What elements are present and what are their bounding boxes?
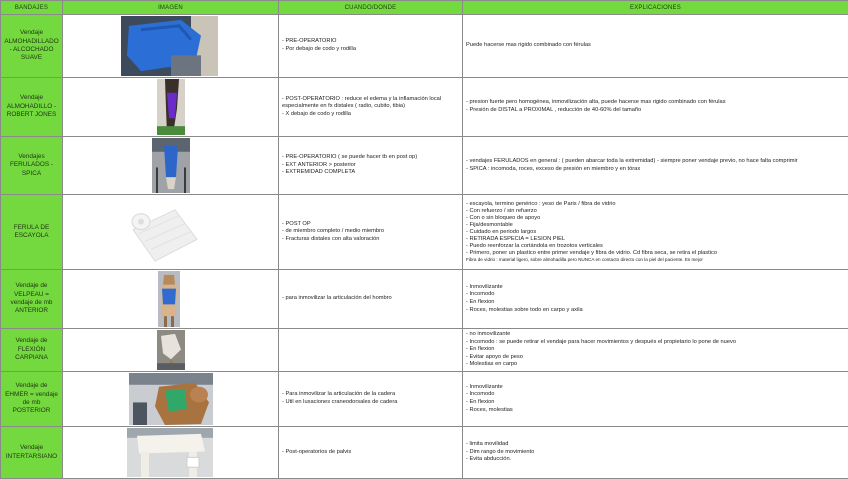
bandage-name: Vendaje ALMOHADILLO - ROBERT JONES [1,78,63,137]
explicaciones-cell: - Inmovilizante - Incomodo - En flexion - Roces, molestias sobre todo en carpo y axila [463,270,848,329]
image-cell [63,78,279,137]
bandage-photo [129,373,213,425]
explicaciones-cell: - no inmovilizante - Incomodo : se puede retirar el vendaje para hacer movimientos y después el propietario lo pone de nuevo - En flexion - Evitar apoyo de peso - Molestias en carpo [463,329,848,372]
image-cell [63,270,279,329]
bandage-photo [127,428,213,477]
bandage-photo [158,271,180,327]
header-explicaciones: EXPLICACIONES [463,1,848,15]
explicaciones-cell: - escayola, termino genérico : yeso de Paris / fibra de vidrio - Con refuerzo / sin refuerzo - Con o sin bloqueo de apoyo - Fija/desmontable - Cuidado en periodo largos - RETIRADA ESPECIA = LESION PIEL - Puedo reenforzar la cortándola en trozotos verticales - Primero, poner un plastico entre primer vendaje y fibra de vidrio. Cd fibra seca, se retira el plastico Fibra de vidrio : material ligero, sobre almohadilla pero NUNCA en contacto directo con la piel del paciente. Es mejor [463,195,848,270]
explicaciones-cell: Puede hacerse mas rigido combinado con férulas [463,15,848,78]
cuando-cell: - Post-operatorios de palvis [279,427,463,479]
bandage-photo [152,138,190,193]
explicaciones-cell: - Inmovilizante - Incomodo - En flexion - Roces, molestias [463,372,848,427]
table-row [1,329,848,372]
bandage-name: Vendajes FERULADOS - SPICA [1,137,63,195]
cuando-cell [279,329,463,372]
bandage-photo [157,79,185,135]
bandage-name: Vendaje INTERTARSIANO [1,427,63,479]
cuando-cell: - PRE-OPERATORIO ( se puede hacer tb en post op) - EXT ANTERIOR > posterior - EXTREMIDAD COMPLETA [279,137,463,195]
cuando-cell: - para inmovilizar la articulación del hombro [279,270,463,329]
table-row [1,427,848,479]
bandage-photo [127,196,203,268]
header-cuando: CUANDO/DONDE [279,1,463,15]
image-cell [63,329,279,372]
header-row [1,1,848,15]
table-row [1,78,848,137]
bandage-photo [157,330,185,370]
bandage-name: Vendaje de VELPEAU = vendaje de mb ANTERIOR [1,270,63,329]
bandage-name: Vendaje de EHMER = vendaje de mb POSTERIOR [1,372,63,427]
cuando-cell: - POST OP - de miembro completo / medio miembro - Fracturas distales con alta valoración [279,195,463,270]
table-row [1,195,848,270]
image-cell [63,372,279,427]
image-cell [63,195,279,270]
fibra-note: Fibra de vidrio : material ligero, sobre almohadilla pero NUNCA en contacto directo con la piel del paciente. Es mejor [466,257,845,263]
bandage-name: Vendaje de FLEXIÓN CARPIANA [1,329,63,372]
bandage-name: Vendaje ALMOHADILLADO - ALCOCHADO SUAVE [1,15,63,78]
cuando-cell: - Para inmovilizar la articulación de la cadera - Util en luxaciones craneodorsales de cadera [279,372,463,427]
cuando-cell: - PRE-OPERATORIO - Por debajo de codo y rodilla [279,15,463,78]
bandage-photo [121,16,218,76]
explicaciones-cell: - vendajes FERULADOS en general : ( pueden abarcar toda la extremidad) - siempre poner vendaje previo, no hace falta comprimir - SPICA : incomoda, roces, exceso de presión en miembro y en tórax [463,137,848,195]
cuando-cell: - POST-OPERATORIO : reduce el edema y la inflamación local especialmente en fx distales ( radio, cubito, tibia) - X debajo de codo y rodilla [279,78,463,137]
explicaciones-cell: - presion fuerte pero homogénea, inmovilización alta, puede hacerse mas rigido combinado con férulas - Presión de DISTAL a PROXIMAL , reducción de 40-60% del tamaño [463,78,848,137]
table-row [1,270,848,329]
image-cell [63,15,279,78]
bandage-name: FERULA DE ESCAYOLA [1,195,63,270]
table-row [1,137,848,195]
header-bandajes: BANDAJES [1,1,63,15]
header-imagen: IMAGEN [63,1,279,15]
image-cell [63,427,279,479]
table-row [1,15,848,78]
image-cell [63,137,279,195]
explicaciones-cell: - limita movilidad - Dim rango de movimiento - Evita abducción. [463,427,848,479]
table-row [1,372,848,427]
